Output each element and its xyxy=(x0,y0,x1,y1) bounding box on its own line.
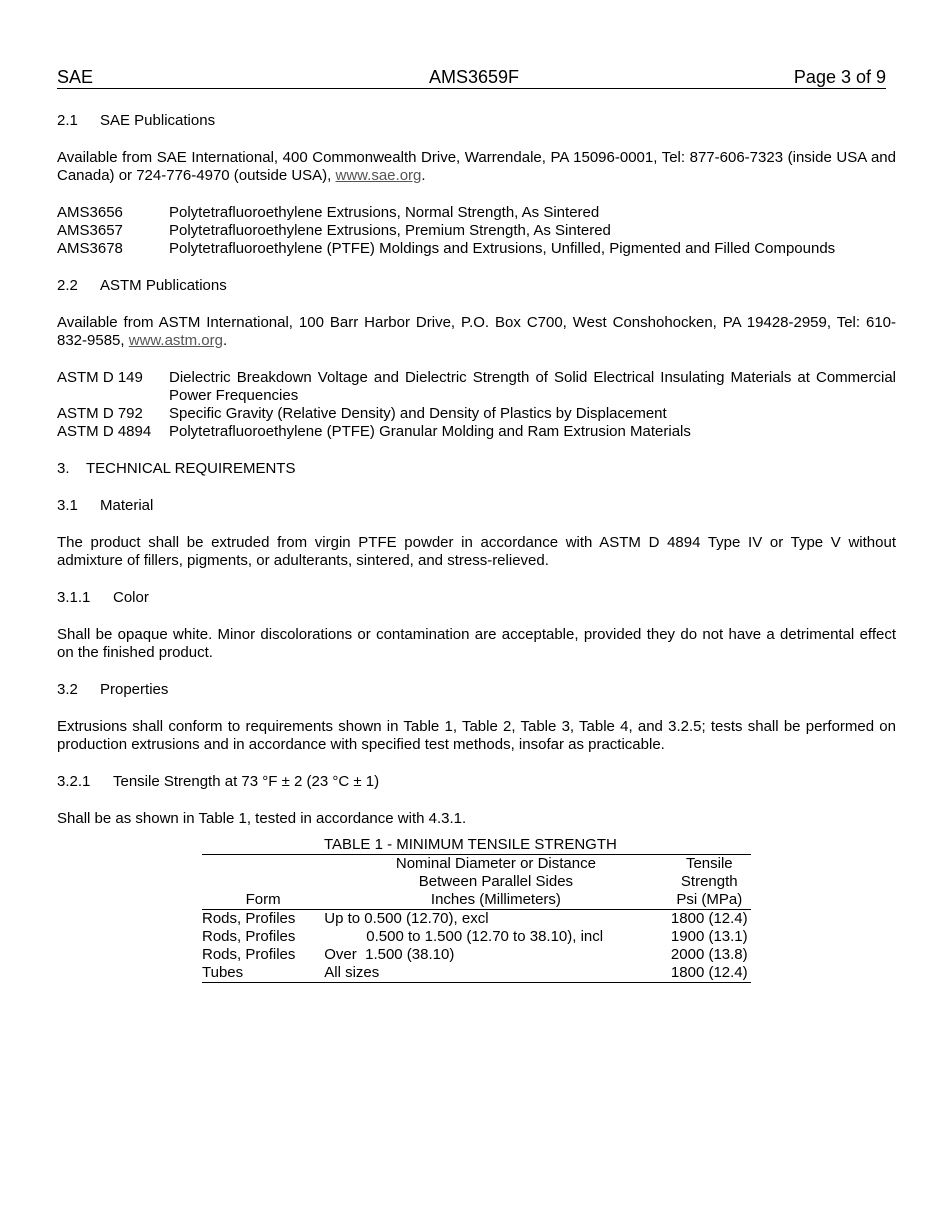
tensile-cell: 2000 (13.8) xyxy=(670,946,748,963)
sae-availability-text: Available from SAE International, 400 Commonwealth Drive, Warrendale, PA 15096-0001, Tel: 877-606-7323 (inside USA and Canada) or 724-776-4970 (outside USA), xyxy=(57,149,896,184)
section-3-2-heading xyxy=(57,681,896,699)
reference-item xyxy=(57,369,896,405)
reference-item xyxy=(57,240,896,258)
section-title: Properties xyxy=(100,681,169,698)
table-1 xyxy=(202,836,751,983)
table-row xyxy=(202,910,751,929)
header-cell xyxy=(202,855,324,874)
section-3-1-heading xyxy=(57,497,896,515)
tensile-cell: 1800 (12.4) xyxy=(670,910,748,927)
section-title: TECHNICAL REQUIREMENTS xyxy=(86,460,296,477)
section-number: 3.2 xyxy=(57,681,78,698)
reference-code: AMS3657 xyxy=(57,222,123,239)
reference-code: AMS3678 xyxy=(57,240,123,257)
document-page xyxy=(57,66,896,981)
color-paragraph: Shall be opaque white. Minor discolorations or contamination are acceptable, provided they do not have a detrimental effect on the finished product. xyxy=(57,626,896,661)
form-cell: Rods, Profiles xyxy=(202,946,296,963)
section-3-1-1-heading xyxy=(57,589,896,607)
header-cell: Strength xyxy=(680,873,738,890)
header-cell: Psi (MPa) xyxy=(668,891,751,910)
tensile-cell: 1900 (13.1) xyxy=(670,928,748,945)
astm-website-link[interactable]: www.astm.org xyxy=(128,332,223,349)
reference-title: Polytetrafluoroethylene Extrusions, Normal Strength, As Sintered xyxy=(169,204,600,221)
header-cell: Tensile xyxy=(685,855,733,872)
astm-availability-end: . xyxy=(222,332,228,349)
form-cell: Tubes xyxy=(202,964,244,981)
form-cell: Rods, Profiles xyxy=(202,928,296,945)
reference-title: Dielectric Breakdown Voltage and Dielectric Strength of Solid Electrical Insulating Materials at Commercial Power Frequencies xyxy=(169,369,896,404)
section-number: 3. xyxy=(57,460,70,477)
table-row xyxy=(202,964,751,983)
page-header xyxy=(57,66,886,89)
section-title: SAE Publications xyxy=(100,112,216,129)
sae-reference-list xyxy=(57,204,896,258)
sae-website-link[interactable]: www.sae.org xyxy=(335,167,422,184)
dimension-cell: Over 1.500 (38.10) xyxy=(324,946,455,963)
header-cell xyxy=(202,873,324,891)
section-3-heading xyxy=(57,460,896,478)
section-number: 2.2 xyxy=(57,277,78,294)
section-title: Tensile Strength at 73 °F ± 2 (23 °C ± 1) xyxy=(113,773,380,790)
section-2-1-heading xyxy=(57,112,896,130)
section-number: 3.1.1 xyxy=(57,589,91,606)
reference-title: Specific Gravity (Relative Density) and Density of Plastics by Displacement xyxy=(169,405,667,422)
header-cell: Inches (Millimeters) xyxy=(324,891,667,910)
tensile-cell: 1800 (12.4) xyxy=(670,964,748,981)
section-number: 3.1 xyxy=(57,497,78,514)
section-2-2-heading xyxy=(57,277,896,295)
reference-item xyxy=(57,222,896,240)
dimension-cell: All sizes xyxy=(324,964,380,981)
reference-item xyxy=(57,204,896,222)
section-title: Color xyxy=(113,589,149,606)
header-page-number: Page 3 of 9 xyxy=(793,67,886,87)
dimension-cell: 0.500 to 1.500 (12.70 to 38.10), incl xyxy=(366,928,604,945)
header-cell: Form xyxy=(202,891,324,910)
sae-availability-paragraph xyxy=(57,149,896,185)
section-3-2-1-heading xyxy=(57,773,896,791)
astm-availability-paragraph xyxy=(57,314,896,350)
table-caption: TABLE 1 - MINIMUM TENSILE STRENGTH xyxy=(324,836,617,853)
reference-title: Polytetrafluoroethylene Extrusions, Premium Strength, As Sintered xyxy=(169,222,611,239)
reference-code: ASTM D 792 xyxy=(57,405,143,422)
header-cell: Nominal Diameter or Distance xyxy=(395,855,596,872)
table-row xyxy=(202,946,751,964)
reference-title: Polytetrafluoroethylene (PTFE) Moldings and Extrusions, Unfilled, Pigmented and Filled Compounds xyxy=(169,240,836,257)
section-number: 3.2.1 xyxy=(57,773,91,790)
tensile-strength-table xyxy=(202,854,751,983)
reference-item xyxy=(57,423,896,441)
form-cell: Rods, Profiles xyxy=(202,910,296,927)
section-title: Material xyxy=(100,497,154,514)
reference-item xyxy=(57,405,896,423)
tensile-paragraph: Shall be as shown in Table 1, tested in accordance with 4.3.1. xyxy=(57,810,467,827)
astm-availability-text: Available from ASTM International, 100 Barr Harbor Drive, P.O. Box C700, West Conshohocken, PA 19428-2959, Tel: 610-832-9585, xyxy=(57,314,896,349)
header-cell: Between Parallel Sides xyxy=(418,873,574,890)
properties-paragraph: Extrusions shall conform to requirements shown in Table 1, Table 2, Table 3, Table 4, and 3.2.5; tests shall be performed on production extrusions and in accordance with specified test methods, insofar as practicable. xyxy=(57,718,896,753)
table-row xyxy=(202,928,751,946)
header-org: SAE xyxy=(57,67,94,87)
dimension-cell: Up to 0.500 (12.70), excl xyxy=(324,910,489,927)
section-title: ASTM Publications xyxy=(100,277,227,294)
header-doc-number: AMS3659F xyxy=(429,67,520,87)
material-paragraph: The product shall be extruded from virgin PTFE powder in accordance with ASTM D 4894 Type IV or Type V without admixture of fillers, pigments, or adulterants, sintered, and stress-relieved. xyxy=(57,534,896,569)
astm-reference-list xyxy=(57,369,896,441)
sae-availability-end: . xyxy=(421,167,426,184)
reference-code: AMS3656 xyxy=(57,204,123,221)
section-number: 2.1 xyxy=(57,112,78,129)
reference-title: Polytetrafluoroethylene (PTFE) Granular Molding and Ram Extrusion Materials xyxy=(169,423,691,440)
reference-code: ASTM D 149 xyxy=(57,369,143,386)
reference-code: ASTM D 4894 xyxy=(57,423,152,440)
